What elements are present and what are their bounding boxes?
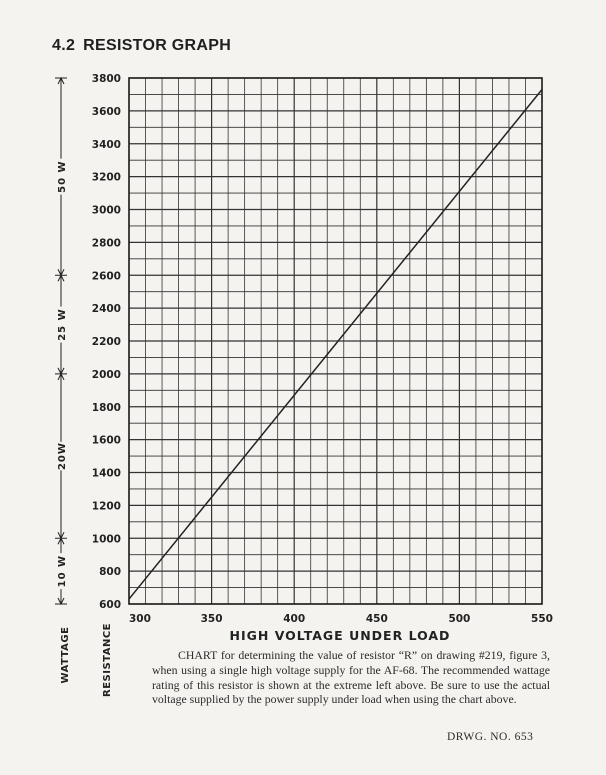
y-tick-label: 1400 xyxy=(91,467,121,480)
y-tick-label: 3800 xyxy=(91,73,121,85)
y-tick-label: 600 xyxy=(99,599,121,611)
y-tick-label: 3200 xyxy=(91,171,121,184)
y-tick-label: 2000 xyxy=(91,368,121,381)
y-tick-label: 1600 xyxy=(91,434,121,447)
x-tick-label: 350 xyxy=(200,613,223,625)
y-tick-label: 800 xyxy=(99,566,121,579)
y-tick-label: 2200 xyxy=(91,336,121,348)
axis-ticks xyxy=(92,73,553,625)
wattage-band-label: 20W xyxy=(57,442,68,471)
resistance-line xyxy=(129,90,542,600)
y-tick-label: 1800 xyxy=(91,401,121,414)
chart-caption: CHART for determining the value of resistor “R” on drawing #219, figure 3, when using a single high voltage supply for the AF-68. The recommended wattage rating of this resistor is shown at the extreme left above. Be sure to use the actual voltage supplied by the power supply under load when using the chart above. xyxy=(152,648,550,707)
x-tick-label: 550 xyxy=(531,613,553,625)
x-tick-label: 400 xyxy=(283,613,306,625)
wattage-axis-title: WATTAGE xyxy=(60,626,71,684)
x-tick-label: 300 xyxy=(129,613,151,625)
y-tick-label: 2800 xyxy=(91,237,121,250)
wattage-band-label: 50 W xyxy=(57,160,68,193)
y-tick-label: 2400 xyxy=(91,303,121,316)
chart-grid xyxy=(129,78,542,604)
x-tick-label: 450 xyxy=(365,613,388,625)
y-tick-label: 1200 xyxy=(91,500,121,513)
section-number: 4.2 xyxy=(52,37,76,54)
y-tick-label: 3600 xyxy=(91,105,121,118)
y-tick-label: 2600 xyxy=(91,270,121,283)
y-axis-title: RESISTANCE xyxy=(102,623,113,697)
x-axis-title: HIGH VOLTAGE UNDER LOAD xyxy=(229,628,451,643)
chart-series xyxy=(129,90,542,600)
x-tick-label: 500 xyxy=(448,613,471,625)
y-tick-label: 3000 xyxy=(91,204,121,217)
section-title: RESISTOR GRAPH xyxy=(83,37,232,54)
wattage-scale xyxy=(54,78,68,604)
drawing-number: DRWG. NO. 653 xyxy=(447,731,534,743)
y-tick-label: 1000 xyxy=(91,533,121,546)
wattage-band-label: 10 W xyxy=(57,554,68,588)
y-tick-label: 3400 xyxy=(91,138,121,151)
wattage-band-label: 25 W xyxy=(57,308,68,341)
